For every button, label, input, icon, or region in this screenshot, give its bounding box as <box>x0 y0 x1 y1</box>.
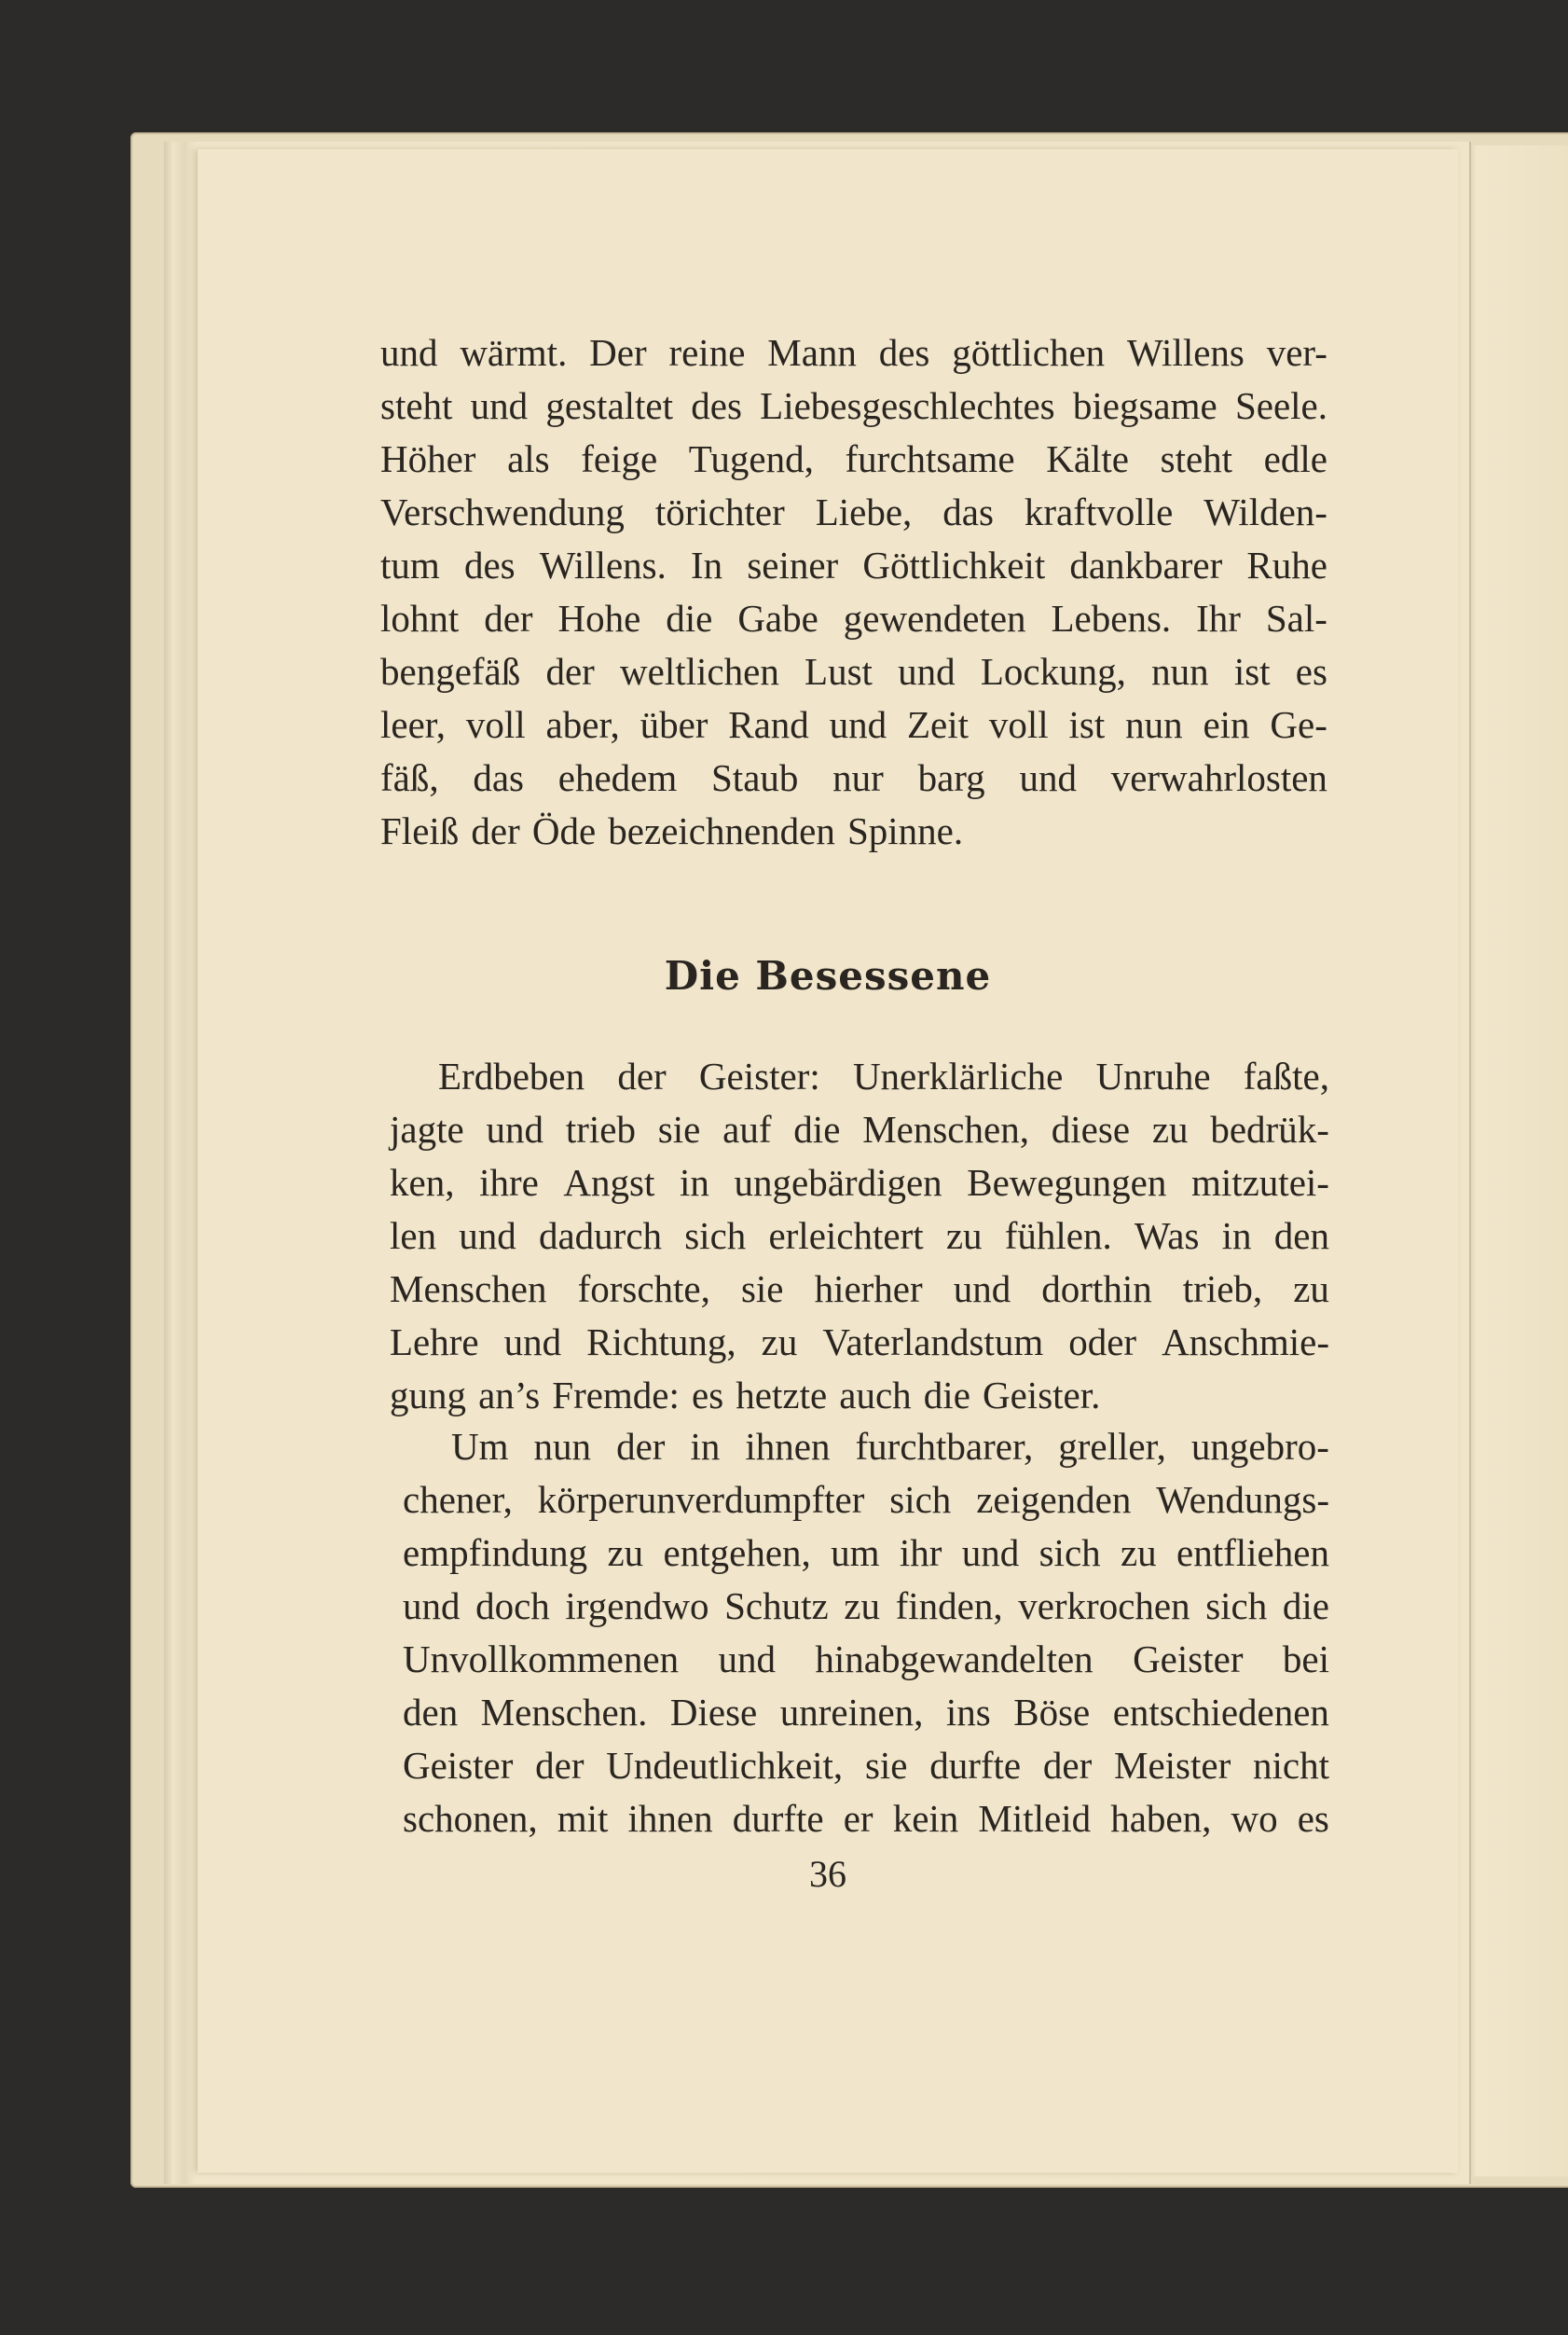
word: des <box>691 384 742 427</box>
word: Anschmie- <box>1162 1320 1329 1363</box>
word: zu <box>761 1320 798 1363</box>
paragraph-2-line <box>390 1263 1329 1316</box>
word: in <box>680 1161 709 1204</box>
word: kein <box>892 1797 959 1840</box>
word: sie <box>657 1108 701 1151</box>
word: Böse <box>1013 1691 1091 1734</box>
word: doch <box>475 1584 550 1627</box>
word: der <box>545 650 595 693</box>
word: ehedem <box>557 756 678 799</box>
word: weltlichen <box>620 650 779 693</box>
word: und <box>718 1637 776 1680</box>
word: sie <box>740 1267 784 1310</box>
word: steht <box>380 384 453 427</box>
paragraph-3-line <box>403 1580 1329 1633</box>
word: len <box>390 1214 437 1257</box>
word: zu <box>1151 1108 1189 1151</box>
word: und <box>503 1320 562 1363</box>
word: es <box>1295 650 1327 693</box>
word: Angst <box>563 1161 655 1204</box>
word: ist <box>1068 703 1106 746</box>
paragraph-1-line <box>380 698 1327 752</box>
word: barg <box>917 756 985 799</box>
word: bei <box>1282 1637 1329 1680</box>
word: Lockung, <box>980 650 1126 693</box>
word: greller, <box>1058 1425 1166 1468</box>
word: es <box>692 1374 724 1416</box>
word: den <box>403 1691 459 1734</box>
word: des <box>463 544 516 587</box>
word: ihre <box>479 1161 539 1204</box>
word: zu <box>844 1584 880 1627</box>
word: Göttlichkeit <box>862 544 1046 587</box>
word: die <box>793 1108 841 1151</box>
paragraph-2-line <box>390 1156 1329 1209</box>
paragraph-1-line <box>380 752 1327 805</box>
paragraph-1-line <box>380 592 1327 645</box>
paragraph-3-line <box>403 1527 1329 1580</box>
paragraph-1-line <box>380 645 1327 698</box>
word: ist <box>1233 650 1271 693</box>
word: gestaltet <box>545 384 674 427</box>
word: Erdbeben <box>438 1055 585 1098</box>
paragraph-3-line <box>403 1473 1329 1527</box>
word: Geister <box>403 1744 514 1787</box>
word: Staub <box>711 756 799 799</box>
paragraph-3-line <box>403 1633 1329 1686</box>
word: bedrük- <box>1210 1108 1329 1151</box>
word: Geister: <box>698 1055 820 1098</box>
paragraph-3-line <box>403 1792 1329 1845</box>
word: ken, <box>390 1161 455 1204</box>
word: jagte <box>390 1108 464 1151</box>
word: Tugend, <box>688 437 814 480</box>
word: Vaterlandstum <box>822 1320 1044 1363</box>
paragraph-1 <box>380 326 1327 858</box>
word: Menschen, <box>862 1108 1029 1151</box>
word: furchtsame <box>845 437 1015 480</box>
word: lohnt <box>380 597 460 640</box>
word: wo <box>1231 1797 1278 1840</box>
word: empfindung <box>403 1531 588 1574</box>
paragraph-1-line <box>380 539 1327 592</box>
word: Zeit <box>907 703 970 746</box>
word: Unvollkommenen <box>403 1637 680 1680</box>
word: ihnen <box>745 1425 831 1468</box>
paragraph-3-line <box>403 1420 1329 1473</box>
word: ver- <box>1266 331 1327 374</box>
word: zeigenden <box>976 1478 1132 1521</box>
word: durfte <box>732 1797 824 1840</box>
word: Verschwendung <box>380 490 625 533</box>
word: Schutz <box>724 1584 829 1627</box>
word: Bewegungen <box>967 1161 1167 1204</box>
word: als <box>507 437 550 480</box>
word: Ruhe <box>1246 544 1327 587</box>
word: ungebro- <box>1190 1425 1329 1468</box>
paragraph-1-line <box>380 433 1327 486</box>
word: oder <box>1068 1320 1137 1363</box>
word: und <box>403 1584 461 1627</box>
word: die <box>666 597 713 640</box>
word: leer, <box>380 703 447 746</box>
word: das <box>473 756 525 799</box>
word: Willens <box>1127 331 1245 374</box>
word: um <box>831 1531 880 1574</box>
word: und <box>1019 756 1077 799</box>
word: Ge- <box>1270 703 1327 746</box>
word: bezeichnenden <box>608 809 835 852</box>
word: törichter <box>654 490 785 533</box>
page-number: 36 <box>809 1853 846 1895</box>
paragraph-2 <box>390 1050 1329 1422</box>
word: feige <box>581 437 658 480</box>
word: Lehre <box>390 1320 479 1363</box>
paragraph-3-line <box>403 1739 1329 1792</box>
word: und <box>380 331 438 374</box>
word: Rand <box>728 703 809 746</box>
word: Menschen <box>390 1267 547 1310</box>
word: biegsame <box>1072 384 1217 427</box>
word: sich <box>684 1214 747 1257</box>
paragraph-2-line <box>390 1050 1329 1103</box>
word: das <box>942 490 994 533</box>
word: zu <box>607 1531 644 1574</box>
word: Unerklärliche <box>852 1055 1064 1098</box>
word: verkrochen <box>1018 1584 1190 1627</box>
word: sich <box>1038 1531 1101 1574</box>
word: Wendungs- <box>1156 1478 1329 1521</box>
word: sich <box>1205 1584 1268 1627</box>
word: entschiedenen <box>1112 1691 1329 1734</box>
word: Meister <box>1114 1744 1231 1787</box>
word: haben, <box>1110 1797 1212 1840</box>
word: und <box>953 1267 1011 1310</box>
word: finden, <box>895 1584 1003 1627</box>
word: irgendwo <box>565 1584 709 1627</box>
word: verwahrlosten <box>1110 756 1327 799</box>
word: mitzutei- <box>1190 1161 1329 1204</box>
word: bengefäß <box>380 650 521 693</box>
word: entgehen, <box>663 1531 811 1574</box>
paragraph-1-line <box>380 326 1327 380</box>
section-heading: Die Besessene <box>664 953 992 999</box>
word: hierher <box>814 1267 923 1310</box>
word: steht <box>1160 437 1233 480</box>
word: der <box>1042 1744 1093 1787</box>
word: sie <box>864 1744 908 1787</box>
word: Geister <box>1133 1637 1244 1680</box>
word: fäß, <box>380 756 439 799</box>
word: seiner <box>747 544 839 587</box>
word: diese <box>1051 1108 1131 1151</box>
word: und <box>459 1214 516 1257</box>
word: voll <box>465 703 526 746</box>
word: der <box>471 809 520 852</box>
paragraph-2-line <box>390 1209 1329 1263</box>
word: über <box>640 703 708 746</box>
word: nun <box>1125 703 1183 746</box>
word: der <box>616 1425 666 1468</box>
word: den <box>1273 1214 1329 1257</box>
word: Menschen. <box>480 1691 648 1734</box>
paragraph-2-line <box>390 1369 1329 1422</box>
word: körperunverdumpfter <box>537 1478 865 1521</box>
word: trieb, <box>1182 1267 1263 1310</box>
word: des <box>878 331 930 374</box>
word: zu <box>945 1214 983 1257</box>
word: und <box>829 703 887 746</box>
word: dankbarer <box>1069 544 1223 587</box>
word: und <box>470 384 529 427</box>
word: Was <box>1134 1214 1200 1257</box>
word: Lust <box>805 650 873 693</box>
word: voll <box>988 703 1049 746</box>
word: erleichtert <box>768 1214 924 1257</box>
word: er <box>843 1797 873 1840</box>
word: tum <box>380 544 440 587</box>
word: entfliehen <box>1176 1531 1329 1574</box>
word: Öde <box>531 809 597 852</box>
word: Lebens. <box>1051 597 1172 640</box>
word: durfte <box>929 1744 1022 1787</box>
word: und <box>898 650 956 693</box>
paragraph-1-line <box>380 486 1327 539</box>
word: der <box>535 1744 585 1787</box>
word: in <box>1221 1214 1252 1257</box>
word: ihnen <box>627 1797 713 1840</box>
word: forschte, <box>577 1267 710 1310</box>
word: reine <box>668 331 746 374</box>
word: Mann <box>767 331 857 374</box>
word: Um <box>451 1425 509 1468</box>
word: auch <box>839 1374 912 1416</box>
word: es <box>1297 1797 1329 1840</box>
word: Seele. <box>1234 384 1327 427</box>
word: gewendeten <box>843 597 1026 640</box>
word: Geister. <box>983 1374 1101 1416</box>
word: Richtung, <box>586 1320 736 1363</box>
word: an’s <box>478 1374 541 1416</box>
word: sich <box>889 1478 952 1521</box>
word: Liebe, <box>815 490 913 533</box>
word: Unruhe <box>1095 1055 1211 1098</box>
word: Fremde: <box>552 1374 680 1416</box>
word: auf <box>722 1108 772 1151</box>
word: der <box>484 597 533 640</box>
word: nun <box>1151 650 1209 693</box>
word: ihr <box>899 1531 942 1574</box>
word: aber, <box>545 703 620 746</box>
word: ungebärdigen <box>734 1161 942 1204</box>
word: Mitleid <box>978 1797 1092 1840</box>
word: unreinen, <box>779 1691 924 1734</box>
word: mit <box>557 1797 609 1840</box>
word: ein <box>1203 703 1250 746</box>
word: Diese <box>669 1691 758 1734</box>
word: nicht <box>1253 1744 1329 1787</box>
word: Hohe <box>557 597 641 640</box>
paragraph-3-line <box>403 1686 1329 1739</box>
word: Wilden- <box>1204 490 1327 533</box>
word: edle <box>1263 437 1327 480</box>
word: schonen, <box>403 1797 538 1840</box>
word: nur <box>832 756 884 799</box>
word: ins <box>945 1691 991 1734</box>
paragraph-2-line <box>390 1316 1329 1369</box>
word: hinabgewandelten <box>815 1637 1093 1680</box>
word: dorthin <box>1041 1267 1152 1310</box>
word: Willens. <box>539 544 667 587</box>
adjacent-page-edge <box>1462 145 1568 2176</box>
word: chener, <box>403 1478 513 1521</box>
paragraph-1-line <box>380 380 1327 433</box>
word: trieb <box>565 1108 636 1151</box>
word: der <box>617 1055 667 1098</box>
paragraph-2-line <box>390 1103 1329 1156</box>
word: furchtbarer, <box>855 1425 1034 1468</box>
word: in <box>690 1425 721 1468</box>
word: gung <box>390 1374 466 1416</box>
word: göttlichen <box>952 331 1106 374</box>
word: dadurch <box>538 1214 663 1257</box>
word: Undeutlichkeit, <box>606 1744 844 1787</box>
word: faßte, <box>1243 1055 1329 1098</box>
word: die <box>1282 1584 1329 1627</box>
word: Der <box>589 331 647 374</box>
word: fühlen. <box>1004 1214 1112 1257</box>
word: Fleiß <box>380 809 460 852</box>
word: und <box>486 1108 543 1151</box>
word: Spinne. <box>846 809 964 852</box>
word: In <box>691 544 723 587</box>
paragraph-3 <box>403 1420 1329 1845</box>
word: zu <box>1120 1531 1157 1574</box>
word: Ihr <box>1196 597 1241 640</box>
word: Kälte <box>1046 437 1130 480</box>
word: Liebesgeschlechtes <box>760 384 1055 427</box>
word: nun <box>533 1425 592 1468</box>
word: die <box>923 1374 970 1416</box>
word: zu <box>1293 1267 1329 1310</box>
paragraph-1-line <box>380 805 1327 858</box>
word: Gabe <box>737 597 818 640</box>
word: hetzte <box>736 1374 828 1416</box>
word: wärmt. <box>460 331 568 374</box>
word: und <box>961 1531 1020 1574</box>
word: kraftvolle <box>1024 490 1174 533</box>
word: Sal- <box>1265 597 1327 640</box>
word: Höher <box>380 437 476 480</box>
